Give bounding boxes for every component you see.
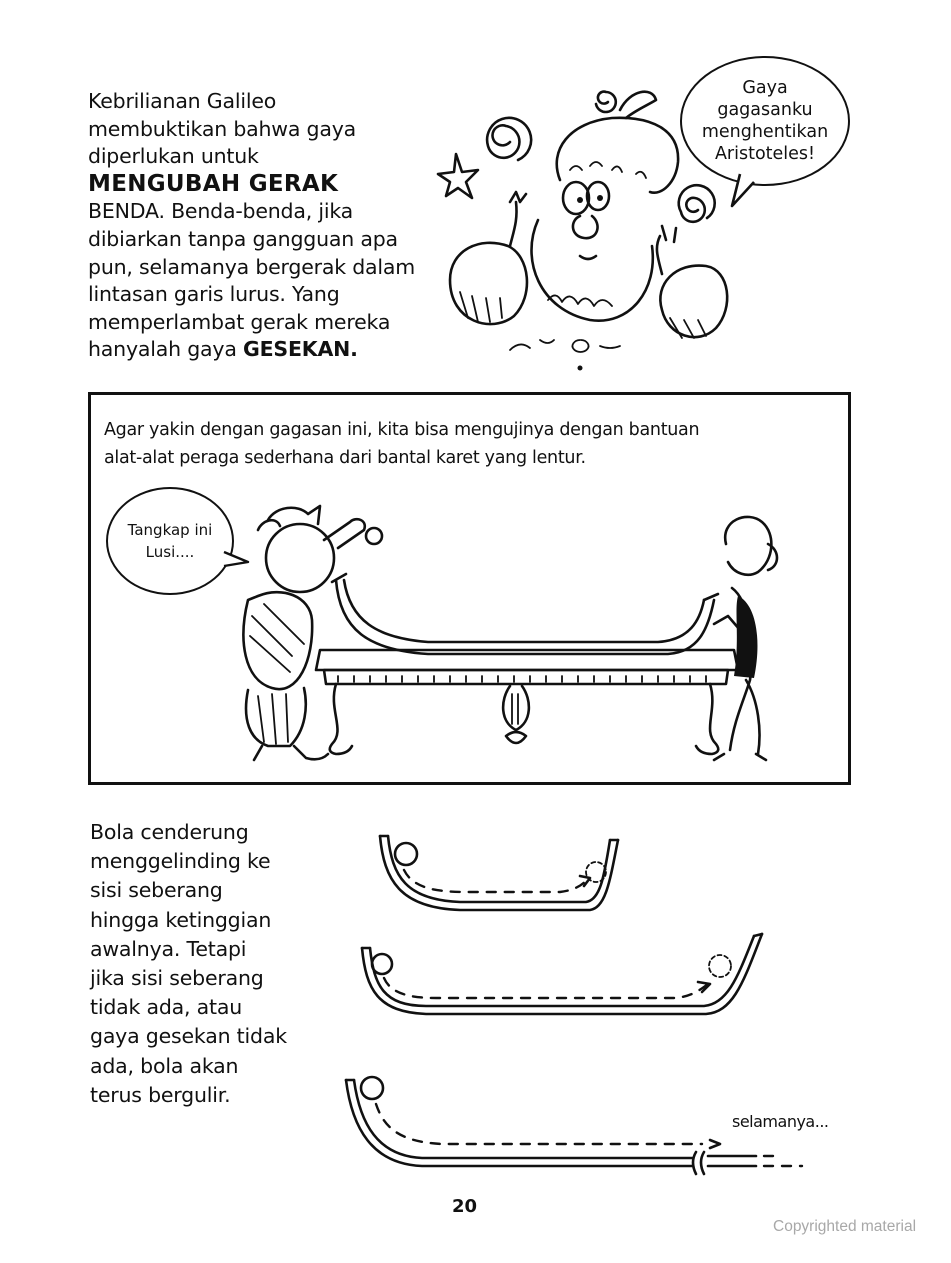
ball-icon [361,1077,383,1099]
intro-line: diperlukan untuk [88,144,259,169]
caption-line: alat-alat peraga sederhana dari bantal karet yang lentur. [104,448,586,468]
outro-line: ada, bola akan [90,1053,239,1078]
speech-line: Lusi.... [145,543,195,561]
speech-line: Tangkap ini [127,521,213,539]
outro-line: tidak ada, atau [90,995,243,1020]
intro-line: BENDA. Benda-benda, jika [88,199,354,224]
copyright-watermark: Copyrighted material [773,1218,917,1235]
ball-icon [395,843,417,865]
ball-track-diagram-long [356,930,776,1040]
outro-paragraph [90,818,287,1110]
intro-line-last [88,336,448,364]
speech-bubble-tail [728,172,768,212]
panel-caption [104,416,699,472]
outro-line: hingga ketinggian [90,907,272,932]
speech-line: gagasanku [717,100,813,120]
intro-last-prefix: hanyalah gaya [88,337,243,362]
intro-line: Kebrilianan Galileo [88,89,277,113]
star-icon [438,154,478,198]
ball-track-diagram-short [370,830,630,930]
outro-line: gaya gesekan tidak [90,1024,287,1049]
speech-line: menghentikan [701,122,829,142]
galileo-speech-bubble [680,56,850,186]
intro-line: pun, selamanya bergerak dalam [88,254,416,279]
panel-speech-bubble [106,487,234,595]
spiral-icon [487,118,531,160]
outro-line: terus bergulir. [90,1082,231,1107]
page-number: 20 [452,1196,478,1217]
intro-line: memperlambat gerak mereka [88,309,391,334]
intro-friction-emphasis: GESEKAN. [243,337,358,362]
outro-line: Bola cenderung [90,820,249,844]
caption-line: Agar yakin dengan gagasan ini, kita bisa mengujinya dengan bantuan [104,420,700,440]
intro-line: lintasan garis lurus. Yang [88,282,340,307]
speech-line: Aristoteles! [714,144,816,164]
outro-line: jika sisi seberang [90,966,264,991]
outro-line: sisi seberang [90,878,223,903]
speech-line: Gaya [742,78,788,98]
intro-emphasis-heading: MENGUBAH GERAK [88,170,339,197]
spiral-icon [596,92,616,112]
forever-label: selamanya... [732,1112,829,1131]
outro-line: awalnya. Tetapi [90,936,247,961]
table-demonstration-illustration [228,500,808,770]
outro-line: menggelinding ke [90,849,271,874]
intro-line: membuktikan bahwa gaya [88,116,357,141]
intro-line: dibiarkan tanpa gangguan apa [88,226,398,251]
ball-ghost-icon [709,955,731,977]
spiral-icon [679,185,715,222]
ball-icon [372,954,392,974]
intro-paragraph [88,88,448,364]
